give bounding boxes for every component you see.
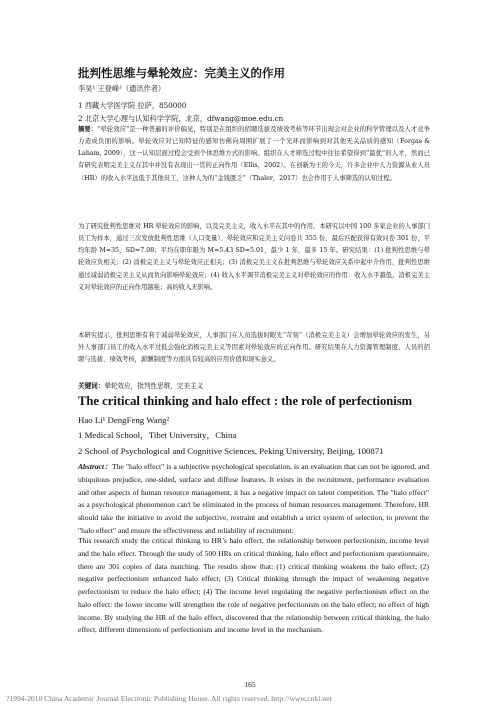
chinese-keywords-label: 关键词： — [78, 382, 105, 390]
chinese-abstract-text: “晕轮效应”是一种普遍的评价偏见，特别是在组织的招聘选拔及绩效考核等环节出现会对企业的科学管理以及人才竞争力造成负面的影响。晕轮效应对已知特征的感知仿佛向周围扩展了一个光环而影响到对其他无关品质的感知（Forgas & Laham, 2009），这一认知层面过程会受到个体思维方式的影响。组织在人才筛选过程中往往希望得到“最优”的人才，然而已有研究表明完美主义在其中并没有表现出一贯的正向作用（Ellis，2002）。在创新为王的今天，许多企业中人力资源从业人员（HR）的收入水平远低于其他员工，这种人为的“金钱匮乏”（Thaler，2017）也会作用于人事筛选的认知过程。 — [78, 126, 430, 182]
chinese-affiliation-2: 2 北京大学心理与认知科学学院，北京，dfwang@moe.edu.cn — [78, 114, 284, 123]
chinese-keywords — [78, 380, 430, 392]
chinese-paragraph-methods: 为了研究批判性思维对 HR 晕轮效应的影响，以及完美主义，收入水平在其中的作用，本研究以中国 100 多家企业的人事部门员工为样本，通过三次发放批判性思维（人口变量）、晕轮效应和完美主义问卷共 355 份，最后匹配获得有效问卷 301 份，平均年龄 M=35，SD=7.08；平均在职年限为 M=5.43 SD=5.01，最少 1 年，最多 15 年。研究结果：(1) 批判性思维与晕轮效应负相关；(2) 消极完美主义与晕轮效应正相关；(3) 消极完美主义在批判思维与晕轮效应关系中起中介作用，批判性思维通过减弱消极完美主义从而负向影响晕轮效应；(4) 收入水平调节消极完美主义对晕轮效应的作用：收入水平越低，消极完美主义对晕轮效应的正向作用越强；高的收入无影响。 — [78, 223, 430, 291]
chinese-title: 批判性思维与晕轮效应：完美主义的作用 — [78, 66, 285, 80]
chinese-abstract-label: 摘要： — [78, 126, 98, 133]
chinese-keywords-text: 晕轮效应，批判性思维，完美主义 — [104, 382, 204, 390]
chinese-authors: 李昊¹ 王登峰²（通讯作者） — [78, 84, 166, 93]
page-number: 165 — [244, 680, 256, 689]
english-affiliation-2: 2 School of Psychological and Cognitive Sciences, Peking University, Beijing, 100871 — [78, 446, 384, 456]
english-authors: Hao Li¹ DengFeng Wang² — [78, 415, 170, 425]
chinese-paragraph-implications: 本研究提示，批判思维有利于减弱晕轮效应，人事部门在人员选拔时眼光“苛刻”（消极完美主义）会增加晕轮效应的发生，另外人事部门员工的收入水平过低会强化消极完美主义等因素对晕轮效应的正向作用。研究结果在人力资源管理制度、人员的招聘与选拔、绩效考核，薪酬制度等方面具有较高的应用价值和现实意义。 — [78, 332, 430, 364]
english-affiliation-1: 1 Medical School，Tibet University，China — [78, 430, 237, 440]
english-abstract-label: Abstract： — [78, 462, 113, 471]
english-abstract-text: The "halo effect" is a subjective psychological speculation, is an evaluation that can not be ignored, and ubiquitous prejudice, one-sided, surface and diffuse features. It exists in the recruitment, performance evaluation and other aspects of human resource management, it has a negative impact on talent competition. The "halo effect" as a psychological phenomenon can't be eliminated in the process of human resources management. Therefore, HR should take the initiative to avoid the subjective, restraint and establish a strict system of selection, to prevent the "halo effect" and ensure the effectiveness and reliability of recruitment. — [78, 462, 429, 535]
chinese-affiliation-1: 1 西藏大学医学院 拉萨，850000 — [78, 101, 187, 110]
english-abstract — [78, 461, 429, 538]
copyright-footer: ?1994-2018 China Academic Journal Electronic Publishing House. All rights reserved. http://www.cnki.net — [6, 694, 332, 703]
english-title: The critical thinking and halo effect : the role of perfectionism — [78, 394, 413, 408]
chinese-abstract — [78, 124, 430, 185]
english-paragraph-study: This research study the critical thinking to HR’s halo effect, the relationship between perfectionism, income level and the halo effect. Through the study of 500 HRs on critical thinking, halo effect and perfectionism questionnaire, there are 301 copies of data matching. The results show that: (1) critical thinking weakens the halo effect; (2) negative perfectionism enhanced halo effect; (3) Critical thinking through the impact of weakening negative perfectionism to reduce the halo effect; (4) The income level regulating the negative perfectionism effect on the halo effect: the lower income will strengthen the role of negative perfectionism on the halo effect; no effect of high income. By studying the HR of the halo effect, discovered that the relationship between critical thinking, the halo effect, different dimensions of perfectionism and income level in the mechanism. — [78, 536, 429, 635]
